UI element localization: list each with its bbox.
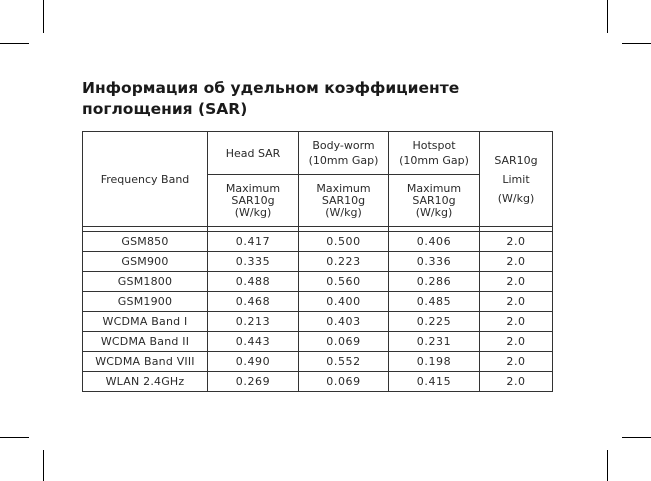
crop-mark-bottom-right-horizontal (622, 437, 651, 438)
cell-limit: 2.0 (480, 352, 553, 372)
header-hotspot-line1: Hotspot (412, 139, 456, 152)
header-body-worm (299, 132, 389, 175)
cell-head: 0.468 (208, 292, 299, 312)
cell-hotspot: 0.286 (389, 272, 480, 292)
cell-band: WLAN 2.4GHz (83, 372, 208, 392)
header-limit-line2: Limit (502, 172, 530, 186)
crop-mark-top-right-horizontal (622, 43, 651, 44)
header-body-line2: (10mm Gap) (308, 154, 379, 167)
table-row (83, 232, 553, 252)
subheader-line3: (W/kg) (415, 205, 453, 219)
subheader-line3: (W/kg) (325, 205, 362, 219)
table-row (83, 252, 553, 272)
cell-head: 0.335 (208, 252, 299, 272)
cell-limit: 2.0 (480, 292, 553, 312)
crop-mark-top-right-vertical (607, 0, 608, 33)
cell-hotspot: 0.336 (389, 252, 480, 272)
cell-limit: 2.0 (480, 272, 553, 292)
table-row (83, 272, 553, 292)
cell-head: 0.417 (208, 232, 299, 252)
subheader-line1: Maximum (406, 181, 462, 195)
cell-band: WCDMA Band I (83, 312, 208, 332)
cell-hotspot: 0.198 (389, 352, 480, 372)
cell-body: 0.500 (299, 232, 389, 252)
cell-band: GSM850 (83, 232, 208, 252)
cell-band: GSM1900 (83, 292, 208, 312)
subheader-line2: SAR10g (321, 193, 366, 207)
cell-body: 0.069 (299, 332, 389, 352)
header-hotspot-line2: (10mm Gap) (399, 154, 469, 167)
crop-mark-bottom-left-vertical (43, 450, 44, 481)
header-body-line1: Body-worm (312, 139, 375, 152)
crop-mark-bottom-left-horizontal (0, 437, 29, 438)
subheader-line2: SAR10g (412, 193, 456, 207)
subheader-head-max (208, 175, 299, 227)
cell-band: GSM900 (83, 252, 208, 272)
cell-body: 0.403 (299, 312, 389, 332)
cell-body: 0.552 (299, 352, 389, 372)
cell-body: 0.560 (299, 272, 389, 292)
cell-hotspot: 0.415 (389, 372, 480, 392)
cell-limit: 2.0 (480, 372, 553, 392)
cell-limit: 2.0 (480, 312, 553, 332)
header-limit-line3: (W/kg) (497, 191, 535, 205)
cell-hotspot: 0.485 (389, 292, 480, 312)
cell-limit: 2.0 (480, 232, 553, 252)
subheader-line1: Maximum (225, 181, 281, 195)
page-title: Информация об удельном коэффициенте поглощения (SAR) (82, 79, 460, 118)
crop-mark-bottom-right-vertical (607, 450, 608, 481)
header-sar-limit (480, 132, 553, 227)
cell-hotspot: 0.231 (389, 332, 480, 352)
cell-limit: 2.0 (480, 332, 553, 352)
subheader-body-max (299, 175, 389, 227)
cell-head: 0.269 (208, 372, 299, 392)
crop-mark-top-left-horizontal (0, 43, 29, 44)
cell-head: 0.213 (208, 312, 299, 332)
table-header-row (83, 132, 553, 175)
cell-head: 0.488 (208, 272, 299, 292)
table-row (83, 332, 553, 352)
header-head-sar: Head SAR (208, 132, 299, 175)
table-row (83, 352, 553, 372)
table-row (83, 312, 553, 332)
cell-hotspot: 0.225 (389, 312, 480, 332)
table-row (83, 292, 553, 312)
cell-body: 0.069 (299, 372, 389, 392)
cell-hotspot: 0.406 (389, 232, 480, 252)
header-frequency-band: Frequency Band (83, 132, 208, 227)
cell-body: 0.223 (299, 252, 389, 272)
header-hotspot (389, 132, 480, 175)
cell-head: 0.490 (208, 352, 299, 372)
header-limit-line1: SAR10g (494, 153, 538, 167)
cell-band: WCDMA Band II (83, 332, 208, 352)
cell-limit: 2.0 (480, 252, 553, 272)
cell-band: WCDMA Band VIII (83, 352, 208, 372)
subheader-line3: (W/kg) (234, 205, 272, 219)
sar-table (82, 131, 553, 392)
subheader-line1: Maximum (316, 181, 371, 195)
cell-body: 0.400 (299, 292, 389, 312)
crop-mark-top-left-vertical (43, 0, 44, 33)
cell-band: GSM1800 (83, 272, 208, 292)
subheader-hotspot-max (389, 175, 480, 227)
table-row (83, 372, 553, 392)
cell-head: 0.443 (208, 332, 299, 352)
subheader-line2: SAR10g (231, 193, 275, 207)
